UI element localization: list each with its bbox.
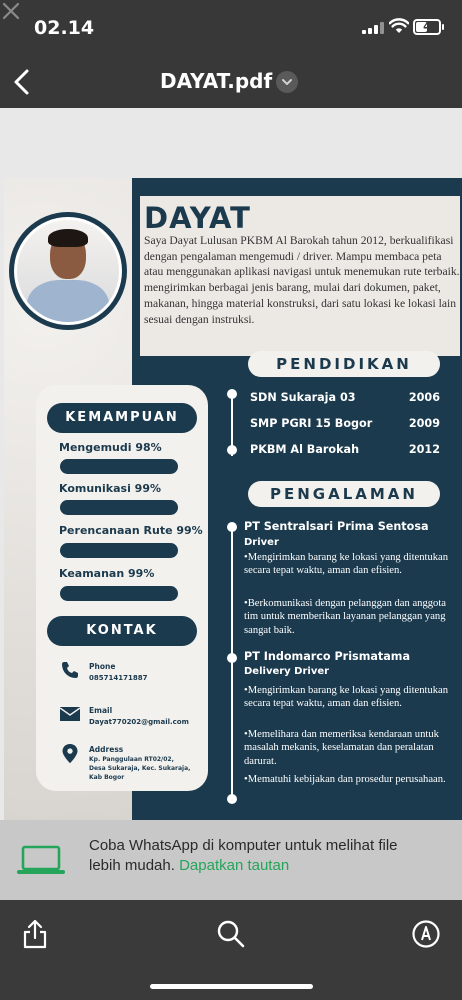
location-pin-icon	[60, 744, 80, 764]
skill-label: Keamanan 99%	[59, 567, 155, 580]
phone-value: 085714171887	[89, 674, 148, 682]
education-heading: PENDIDIKAN	[248, 351, 440, 377]
experience-role: Delivery Driver	[244, 666, 330, 677]
home-indicator[interactable]	[150, 984, 313, 989]
resume-page	[4, 178, 462, 820]
whatsapp-banner	[0, 820, 462, 900]
skill-bar	[60, 543, 178, 558]
skill-bar	[60, 586, 178, 601]
timeline-dot	[227, 653, 237, 663]
status-time: 02.14	[34, 17, 95, 39]
battery-level: 4	[423, 20, 431, 33]
email-icon	[60, 704, 80, 724]
experience-point: •Berkomunikasi dengan pelanggan dan anggota tim untuk memberikan layanan pelanggan yang sangat baik.	[244, 598, 446, 636]
cellular-signal-icon	[362, 22, 384, 34]
education-year: 2006	[408, 391, 440, 404]
resume-name: DAYAT	[144, 201, 251, 235]
share-icon[interactable]	[20, 918, 50, 950]
address-line: Desa Sukaraja, Kec. Sukaraja,	[89, 765, 191, 772]
banner-text: Coba WhatsApp di komputer untuk melihat file lebih mudah.	[89, 837, 398, 874]
nav-bar	[0, 56, 462, 108]
experience-company: PT Indomarco Prismatama	[244, 650, 411, 663]
education-school: SDN Sukaraja 03	[250, 391, 356, 404]
email-value: Dayat770202@gmail.com	[89, 718, 189, 726]
phone-icon	[60, 660, 80, 680]
experience-role: Driver	[244, 537, 279, 548]
banner-message	[89, 836, 419, 876]
education-school: SMP PGRI 15 Bogor	[250, 417, 373, 430]
timeline-dot	[227, 522, 237, 532]
phone-label: Phone	[89, 662, 116, 671]
experience-point: •Mengirimkan barang ke lokasi yang ditentukan secara tepat waktu, aman dan efisien.	[244, 685, 449, 710]
resume-bio: Saya Dayat Lulusan PKBM Al Barokah tahun 2012, berkualifikasi dengan pengalaman mengemudi / driver. Mampu membaca peta atau menggunakan aplikasi navigasi untuk menemukan rute terbaik. mengirimkan berbagai jenis barang, mulai dari dokumen, paket, makanan, hingga material konstruksi, dari satu lokasi ke lokasi lain sesuai dengan instruksi.	[144, 234, 460, 326]
skill-label: Komunikasi 99%	[59, 482, 161, 495]
experience-heading: PENGALAMAN	[248, 481, 440, 507]
address-line: Kab Bogor	[89, 774, 125, 781]
back-chevron-icon[interactable]	[10, 68, 34, 96]
contact-heading: KONTAK	[47, 616, 197, 646]
wifi-icon	[389, 18, 409, 34]
timeline-dot	[227, 794, 237, 804]
markup-pen-icon[interactable]	[411, 918, 441, 950]
education-year: 2012	[408, 443, 440, 456]
battery-icon	[413, 19, 441, 35]
skill-bar	[60, 459, 178, 474]
status-bar	[0, 0, 462, 56]
timeline-dot	[227, 445, 237, 455]
skill-bar	[60, 500, 178, 515]
close-icon[interactable]	[0, 0, 22, 22]
address-line: Kp. Panggulaan RT02/02,	[89, 756, 174, 763]
experience-company: PT Sentralsari Prima Sentosa	[244, 520, 429, 533]
skill-label: Perencanaan Rute 99%	[59, 524, 203, 537]
experience-point: •Memelihara dan memeriksa kendaraan untuk masalah mekanis, keselamatan dan peralatan darurat.	[244, 729, 439, 767]
skill-label: Mengemudi 98%	[59, 441, 162, 454]
email-label: Email	[89, 706, 113, 715]
laptop-icon	[17, 845, 65, 875]
document-title[interactable]: DAYAT.pdf	[160, 69, 273, 93]
education-school: PKBM Al Barokah	[250, 443, 360, 456]
timeline-line	[231, 526, 233, 800]
address-label: Address	[89, 745, 124, 754]
timeline-dot	[227, 389, 237, 399]
profile-photo	[9, 212, 127, 330]
title-menu-button[interactable]	[276, 71, 298, 93]
experience-point: •Mematuhi kebijakan dan prosedur perusahaan.	[244, 774, 446, 785]
banner-link[interactable]: Dapatkan tautan	[179, 857, 290, 874]
chevron-down-icon	[276, 71, 298, 93]
search-icon[interactable]	[216, 918, 246, 950]
education-year: 2009	[408, 417, 440, 430]
skills-heading: KEMAMPUAN	[47, 403, 197, 433]
experience-point: •Mengirimkan barang ke lokasi yang ditentukan secara tepat waktu, aman dan efisien.	[244, 552, 449, 577]
